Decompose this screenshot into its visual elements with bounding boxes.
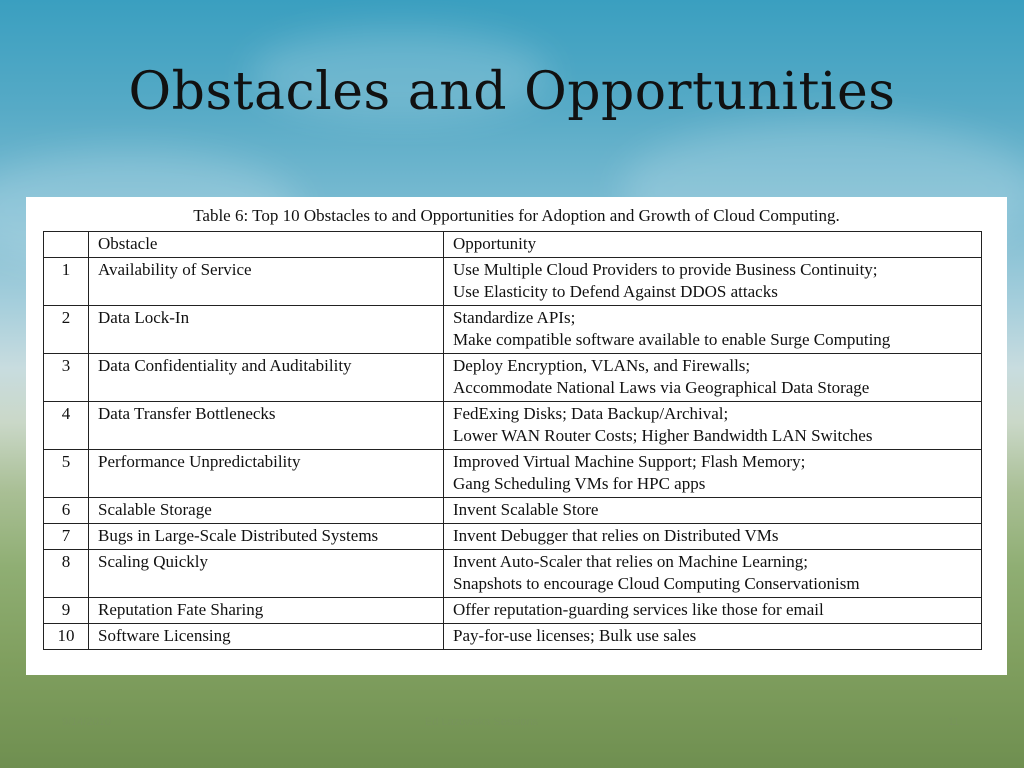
opportunity-line: Make compatible software available to enable Surge Computing (453, 330, 891, 349)
footer-page-number: 11 (948, 716, 960, 728)
row-number: 3 (44, 354, 89, 402)
opportunity-line: FedExing Disks; Data Backup/Archival; (453, 404, 729, 423)
footer-date: 9/14/2010 (62, 716, 111, 728)
table-row (44, 624, 982, 650)
table-row (44, 306, 982, 354)
header-opportunity: Opportunity (444, 232, 982, 258)
row-number: 10 (44, 624, 89, 650)
opportunity-line: Lower WAN Router Costs; Higher Bandwidth LAN Switches (453, 426, 873, 445)
obstacle-cell: Data Confidentiality and Auditability (89, 354, 444, 402)
table-row (44, 354, 982, 402)
table-row (44, 524, 982, 550)
header-obstacle: Obstacle (89, 232, 444, 258)
obstacle-cell: Scaling Quickly (89, 550, 444, 598)
opportunity-line: Improved Virtual Machine Support; Flash Memory; (453, 452, 806, 471)
opportunity-cell (444, 258, 982, 306)
table-row (44, 258, 982, 306)
table-header-row (44, 232, 982, 258)
opportunity-line: Accommodate National Laws via Geographical Data Storage (453, 378, 870, 397)
opportunity-line: Use Elasticity to Defend Against DDOS attacks (453, 282, 778, 301)
opportunity-cell (444, 550, 982, 598)
obstacles-table (43, 231, 982, 650)
row-number: 9 (44, 598, 89, 624)
obstacle-cell: Data Lock-In (89, 306, 444, 354)
opportunity-line: Invent Debugger that relies on Distributed VMs (453, 526, 779, 545)
row-number: 8 (44, 550, 89, 598)
obstacle-cell: Scalable Storage (89, 498, 444, 524)
opportunity-line: Gang Scheduling VMs for HPC apps (453, 474, 706, 493)
footer-center: Ed Lazowska Sessions (425, 716, 539, 728)
opportunity-cell (444, 498, 982, 524)
table-row (44, 598, 982, 624)
opportunity-line: Deploy Encryption, VLANs, and Firewalls; (453, 356, 751, 375)
obstacle-cell: Performance Unpredictability (89, 450, 444, 498)
table-row (44, 550, 982, 598)
obstacle-cell: Availability of Service (89, 258, 444, 306)
table-row (44, 402, 982, 450)
opportunity-line: Pay-for-use licenses; Bulk use sales (453, 626, 697, 645)
row-number: 5 (44, 450, 89, 498)
table-body (44, 258, 982, 650)
opportunity-line: Standardize APIs; (453, 308, 576, 327)
obstacle-cell: Software Licensing (89, 624, 444, 650)
table-caption: Table 6: Top 10 Obstacles to and Opportunities for Adoption and Growth of Cloud Computing. (193, 206, 840, 225)
opportunity-line: Use Multiple Cloud Providers to provide Business Continuity; (453, 260, 878, 279)
row-number: 1 (44, 258, 89, 306)
opportunity-cell (444, 624, 982, 650)
opportunity-cell (444, 306, 982, 354)
opportunity-line: Offer reputation-guarding services like those for email (453, 600, 824, 619)
slide-title: Obstacles and Opportunities (128, 62, 896, 122)
row-number: 7 (44, 524, 89, 550)
header-number (44, 232, 89, 258)
row-number: 6 (44, 498, 89, 524)
opportunity-cell (444, 354, 982, 402)
opportunity-cell (444, 450, 982, 498)
obstacle-cell: Reputation Fate Sharing (89, 598, 444, 624)
opportunity-cell (444, 402, 982, 450)
row-number: 4 (44, 402, 89, 450)
table-panel (26, 197, 1007, 675)
table-row (44, 450, 982, 498)
opportunity-cell (444, 524, 982, 550)
opportunity-line: Snapshots to encourage Cloud Computing Conservationism (453, 574, 860, 593)
table-row (44, 498, 982, 524)
row-number: 2 (44, 306, 89, 354)
opportunity-line: Invent Auto-Scaler that relies on Machine Learning; (453, 552, 808, 571)
obstacle-cell: Data Transfer Bottlenecks (89, 402, 444, 450)
opportunity-cell (444, 598, 982, 624)
opportunity-line: Invent Scalable Store (453, 500, 599, 519)
obstacle-cell: Bugs in Large-Scale Distributed Systems (89, 524, 444, 550)
